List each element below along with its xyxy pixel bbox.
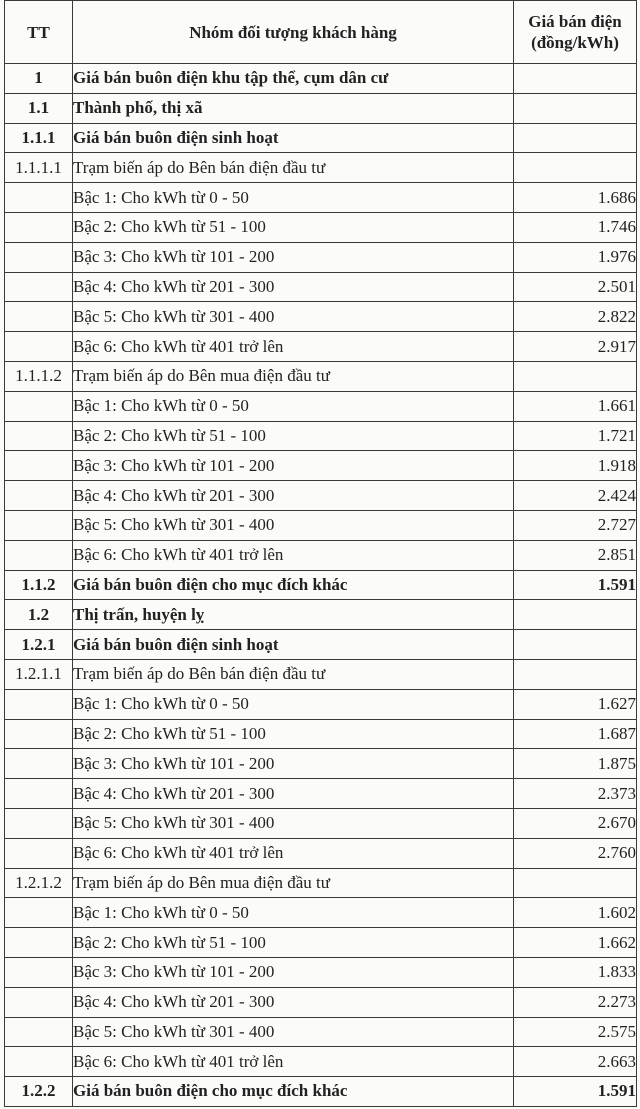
row-customer-group: Bậc 1: Cho kWh từ 0 - 50 [73,689,514,719]
row-price: 1.833 [514,957,637,987]
row-price: 1.746 [514,212,637,242]
row-tt [5,1047,73,1077]
row-customer-group: Bậc 5: Cho kWh từ 301 - 400 [73,302,514,332]
row-price: 2.917 [514,332,637,362]
table-row [5,302,637,332]
row-price: 1.627 [514,689,637,719]
header-price-label: Giá bán điện (đồng/kWh) [528,12,622,52]
table-row [5,1077,637,1107]
table-row [5,779,637,809]
row-tt [5,987,73,1017]
row-tt [5,183,73,213]
row-tt [5,779,73,809]
row-customer-group: Bậc 6: Cho kWh từ 401 trở lên [73,540,514,570]
table-row [5,957,637,987]
row-tt [5,272,73,302]
row-tt [5,302,73,332]
table-row [5,451,637,481]
row-customer-group: Bậc 4: Cho kWh từ 201 - 300 [73,272,514,302]
row-tt [5,928,73,958]
row-price: 1.602 [514,898,637,928]
row-customer-group: Bậc 3: Cho kWh từ 101 - 200 [73,451,514,481]
row-price: 2.760 [514,838,637,868]
row-customer-group: Bậc 1: Cho kWh từ 0 - 50 [73,391,514,421]
row-price: 1.591 [514,570,637,600]
row-price: 2.373 [514,779,637,809]
row-customer-group: Bậc 1: Cho kWh từ 0 - 50 [73,183,514,213]
table-row [5,808,637,838]
row-tt [5,391,73,421]
row-price: 2.663 [514,1047,637,1077]
row-tt [5,510,73,540]
table-row [5,838,637,868]
table-row [5,242,637,272]
row-tt: 1 [5,64,73,94]
row-tt [5,332,73,362]
table-row [5,481,637,511]
row-price: 2.727 [514,510,637,540]
row-price: 2.501 [514,272,637,302]
table-row [5,421,637,451]
row-price: 2.575 [514,1017,637,1047]
row-customer-group: Bậc 3: Cho kWh từ 101 - 200 [73,957,514,987]
header-price [514,1,637,64]
table-row [5,272,637,302]
row-customer-group: Thành phố, thị xã [73,93,514,123]
row-customer-group: Giá bán buôn điện sinh hoạt [73,630,514,660]
row-tt [5,421,73,451]
row-tt [5,242,73,272]
header-tt: TT [5,1,73,64]
row-customer-group: Bậc 6: Cho kWh từ 401 trở lên [73,1047,514,1077]
table-row [5,212,637,242]
row-price: 1.875 [514,749,637,779]
table-row [5,153,637,183]
row-tt [5,719,73,749]
table-row [5,898,637,928]
row-tt: 1.2 [5,600,73,630]
table-header [5,1,637,64]
row-price [514,361,637,391]
table-row [5,600,637,630]
row-tt [5,481,73,511]
row-price: 2.424 [514,481,637,511]
table-row [5,987,637,1017]
row-customer-group: Thị trấn, huyện lỵ [73,600,514,630]
row-price: 2.670 [514,808,637,838]
row-tt: 1.1 [5,93,73,123]
table-row [5,540,637,570]
row-customer-group: Trạm biến áp do Bên mua điện đầu tư [73,868,514,898]
table-row [5,659,637,689]
row-customer-group: Bậc 6: Cho kWh từ 401 trở lên [73,838,514,868]
row-price [514,868,637,898]
row-price [514,153,637,183]
row-price [514,659,637,689]
table-row [5,64,637,94]
price-table [4,0,637,1107]
row-tt: 1.1.1.1 [5,153,73,183]
row-customer-group: Trạm biến áp do Bên mua điện đầu tư [73,361,514,391]
row-customer-group: Bậc 2: Cho kWh từ 51 - 100 [73,421,514,451]
row-tt [5,808,73,838]
row-tt [5,451,73,481]
row-customer-group: Giá bán buôn điện sinh hoạt [73,123,514,153]
header-customer-group: Nhóm đối tượng khách hàng [73,1,514,64]
table-row [5,510,637,540]
table-body [5,64,637,1107]
table-row [5,332,637,362]
row-customer-group: Bậc 5: Cho kWh từ 301 - 400 [73,1017,514,1047]
row-customer-group: Bậc 4: Cho kWh từ 201 - 300 [73,481,514,511]
table-row [5,928,637,958]
table-row [5,749,637,779]
row-tt: 1.2.1.2 [5,868,73,898]
row-customer-group: Bậc 2: Cho kWh từ 51 - 100 [73,928,514,958]
row-tt: 1.2.1 [5,630,73,660]
row-customer-group: Trạm biến áp do Bên bán điện đầu tư [73,153,514,183]
row-tt: 1.1.1 [5,123,73,153]
row-price [514,93,637,123]
table-row [5,183,637,213]
row-price: 2.822 [514,302,637,332]
row-customer-group: Bậc 2: Cho kWh từ 51 - 100 [73,719,514,749]
table-row [5,361,637,391]
row-price [514,600,637,630]
row-price: 1.661 [514,391,637,421]
table-row [5,689,637,719]
row-price: 2.851 [514,540,637,570]
row-price: 1.976 [514,242,637,272]
row-customer-group: Trạm biến áp do Bên bán điện đầu tư [73,659,514,689]
row-tt: 1.1.2 [5,570,73,600]
row-customer-group: Bậc 3: Cho kWh từ 101 - 200 [73,242,514,272]
row-tt [5,898,73,928]
row-price: 1.687 [514,719,637,749]
row-customer-group: Bậc 5: Cho kWh từ 301 - 400 [73,808,514,838]
header-row [5,1,637,64]
table-row [5,1047,637,1077]
table-row [5,719,637,749]
row-price: 1.686 [514,183,637,213]
row-tt [5,212,73,242]
row-price: 1.591 [514,1077,637,1107]
row-tt: 1.1.1.2 [5,361,73,391]
row-tt: 1.2.2 [5,1077,73,1107]
table-row [5,868,637,898]
row-customer-group: Bậc 3: Cho kWh từ 101 - 200 [73,749,514,779]
row-customer-group: Bậc 4: Cho kWh từ 201 - 300 [73,779,514,809]
row-tt [5,749,73,779]
table-row [5,123,637,153]
row-tt [5,689,73,719]
row-price: 1.721 [514,421,637,451]
row-customer-group: Bậc 2: Cho kWh từ 51 - 100 [73,212,514,242]
table-row [5,1017,637,1047]
row-price: 1.918 [514,451,637,481]
row-customer-group: Giá bán buôn điện khu tập thể, cụm dân cư [73,64,514,94]
row-price [514,630,637,660]
row-price [514,123,637,153]
table-row [5,570,637,600]
row-customer-group: Bậc 5: Cho kWh từ 301 - 400 [73,510,514,540]
table-row [5,391,637,421]
row-price [514,64,637,94]
row-tt [5,957,73,987]
row-tt [5,1017,73,1047]
row-customer-group: Giá bán buôn điện cho mục đích khác [73,1077,514,1107]
row-customer-group: Giá bán buôn điện cho mục đích khác [73,570,514,600]
table-row [5,630,637,660]
row-customer-group: Bậc 1: Cho kWh từ 0 - 50 [73,898,514,928]
row-tt [5,838,73,868]
row-price: 2.273 [514,987,637,1017]
row-price: 1.662 [514,928,637,958]
row-tt [5,540,73,570]
row-customer-group: Bậc 6: Cho kWh từ 401 trở lên [73,332,514,362]
row-tt: 1.2.1.1 [5,659,73,689]
table-row [5,93,637,123]
row-customer-group: Bậc 4: Cho kWh từ 201 - 300 [73,987,514,1017]
